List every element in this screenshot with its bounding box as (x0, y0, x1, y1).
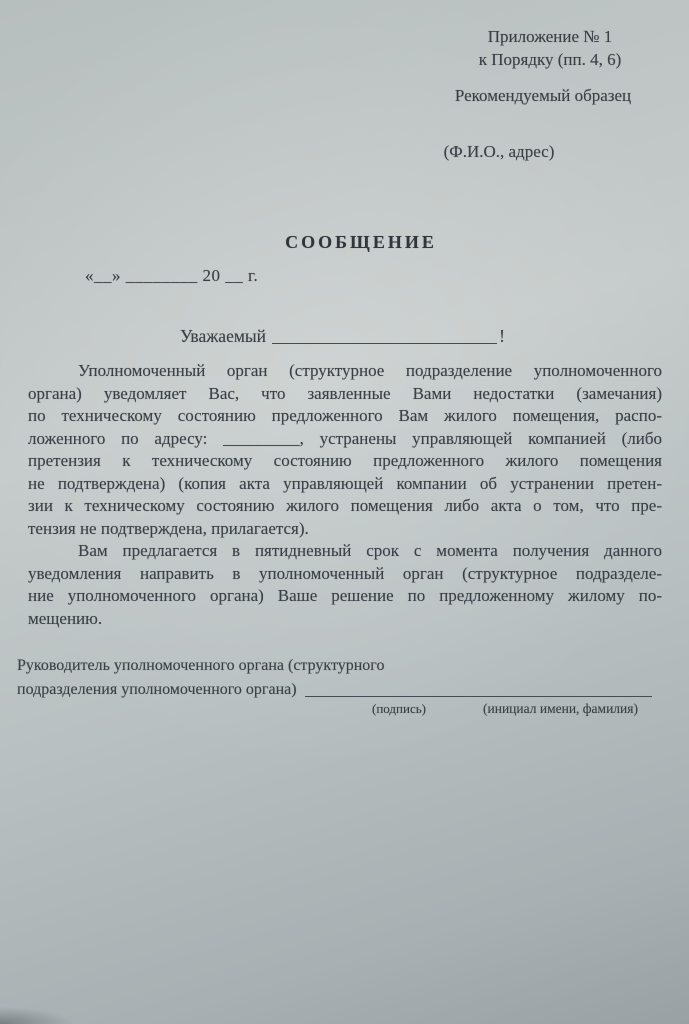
signature-title-line1: Руководитель уполномоченного органа (структурного (17, 657, 385, 674)
paragraph-2-line: ние уполномоченного органа) Ваше решение по предложенному жилому по- (28, 586, 662, 605)
signature-title-line2-row (17, 681, 652, 699)
annex-line-2: к Порядку (пп. 4, 6) (478, 50, 622, 69)
date-line: «__» ________ 20 __ г. (85, 266, 259, 285)
paragraph-2-line: уведомления направить в уполномоченный орган (структурное подразделе- (28, 563, 662, 583)
paragraph-2-line: мещению. (28, 608, 103, 628)
paragraph-1-line: по техническому состоянию предложенного Вам жилого помещения, распо- (28, 406, 662, 425)
paragraph-1-line: претензия к техническому состоянию предложенного жилого помещения (28, 451, 662, 470)
paragraph-1-line: Уполномоченный орган (структурное подразделение уполномоченного (78, 361, 662, 380)
signature-caption-name: (инициал имени, фамилия) (483, 701, 638, 716)
paragraph-1-line: ложенного по адресу: _________, устранены управляющей компанией (либо (28, 428, 662, 448)
paragraph-1-line: органа) уведомляет Вас, что заявленные Вами недостатки (замечания) (28, 383, 662, 403)
annex-line-1: Приложение № 1 (487, 27, 613, 46)
addressee-caption: (Ф.И.О., адрес) (443, 142, 555, 161)
salutation-line (180, 326, 505, 347)
salutation-blank-line (272, 343, 497, 344)
sample-label: Рекомендуемый образец (454, 86, 632, 105)
paragraph-2-line: Вам предлагается в пятидневный срок с момента получения данного (78, 541, 662, 560)
signature-blank-line (305, 696, 652, 697)
salutation-prefix: Уважаемый (180, 326, 267, 346)
paragraph-1-line: тензия не подтверждена, прилагается). (28, 518, 309, 538)
annex-note (420, 25, 680, 71)
signature-title-line2: подразделения уполномоченного органа) (17, 681, 297, 698)
paragraph-1-line: не подтверждена) (копия акта управляющей компании об устранении претен- (28, 473, 662, 493)
document-body (28, 360, 662, 630)
salutation-punctuation: ! (499, 326, 505, 346)
document-title: СООБЩЕНИЕ (285, 232, 437, 252)
signature-caption-signature: (подпись) (372, 701, 426, 716)
paragraph-1-line: зии к техническому состоянию жилого помещения либо акта о том, что пре- (28, 496, 662, 515)
